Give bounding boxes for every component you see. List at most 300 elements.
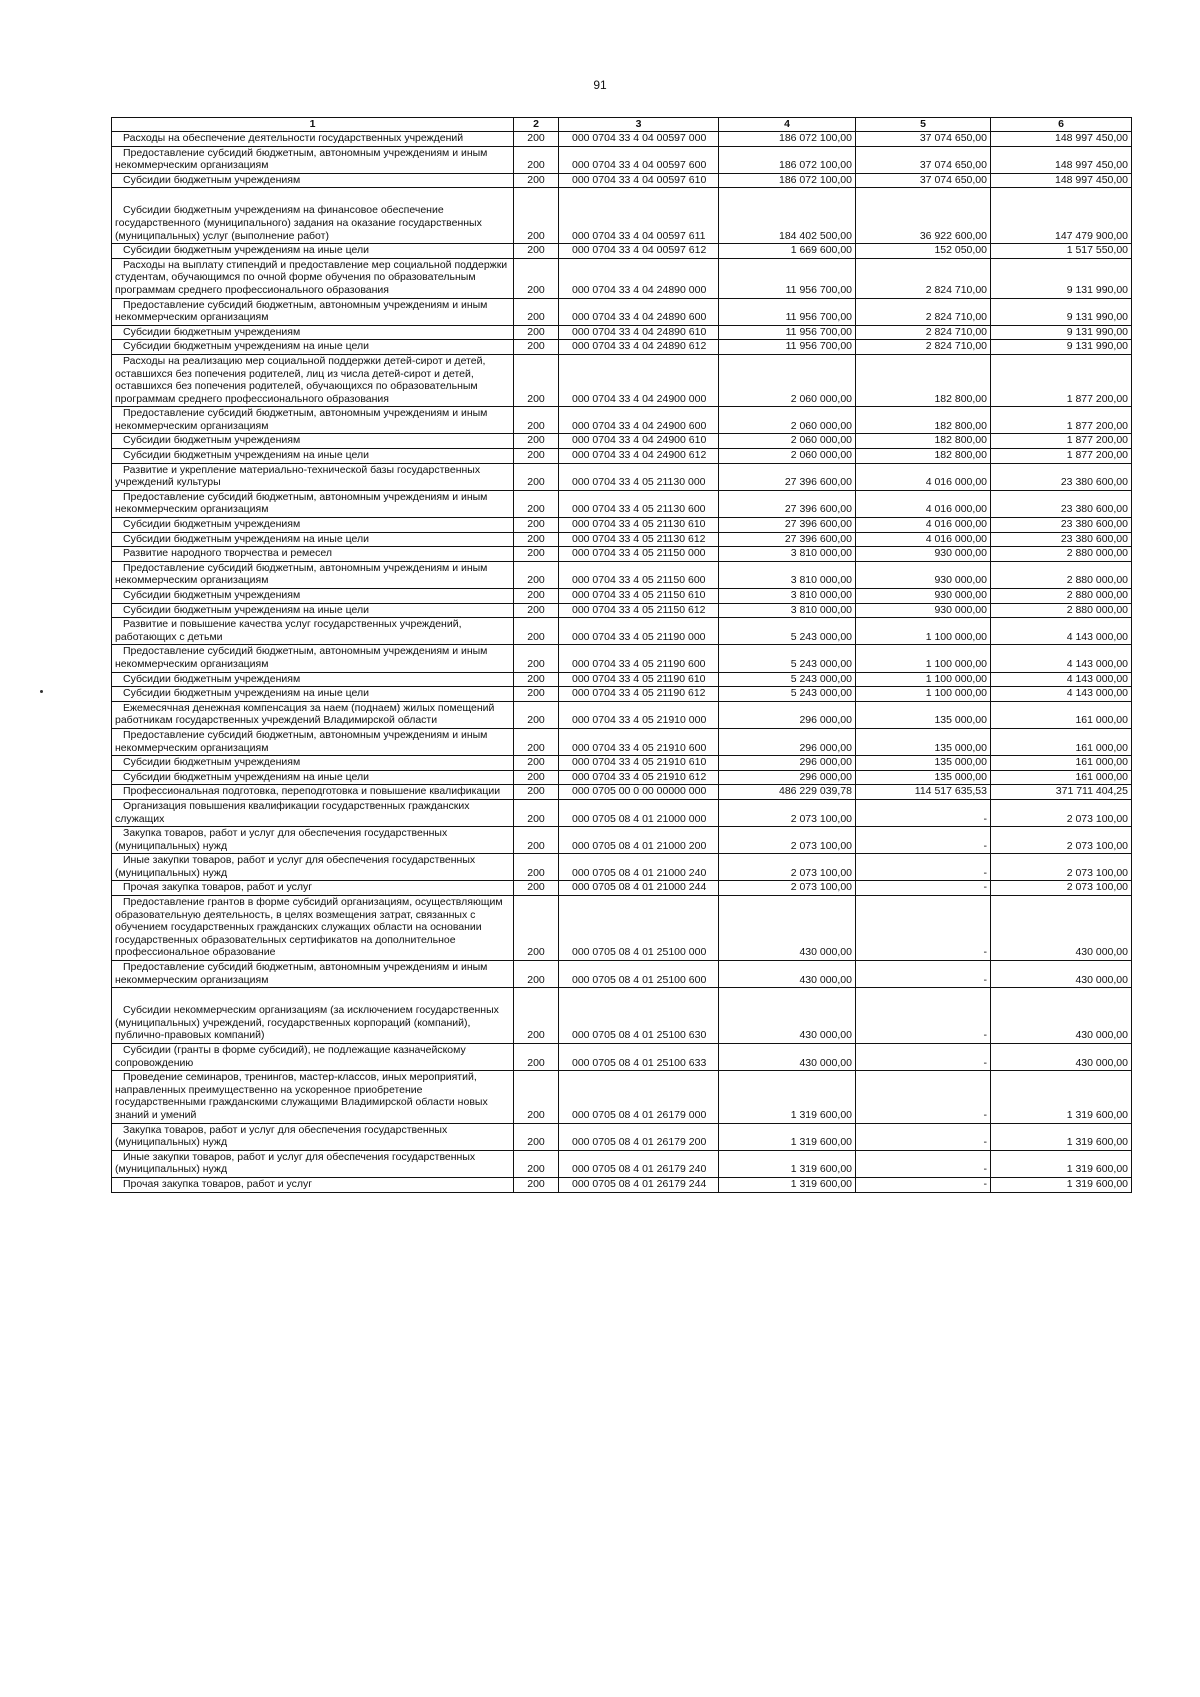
- row-admin-code: 200: [514, 463, 559, 490]
- header-col-1: 1: [112, 118, 514, 132]
- table-row: [112, 407, 1132, 434]
- row-description: Субсидии бюджетным учреждениям на иные цели: [112, 340, 514, 355]
- row-executed-amount: -: [856, 1044, 991, 1071]
- row-executed-amount: -: [856, 827, 991, 854]
- row-description: Иные закупки товаров, работ и услуг для обеспечения государственных (муниципальных) нужд: [112, 1150, 514, 1177]
- row-remaining-amount: 9 131 990,00: [991, 325, 1132, 340]
- header-col-5: 5: [856, 118, 991, 132]
- row-admin-code: 200: [514, 407, 559, 434]
- header-col-2: 2: [514, 118, 559, 132]
- row-description: Предоставление грантов в форме субсидий организациям, осуществляющим образовательную деятельность, в целях возмещения затрат, связанных с обучением государственных гражданских служащих области на основании государственных образовательных сертификатов на дополнительное профессиональное образование: [112, 896, 514, 961]
- row-approved-amount: 1 669 600,00: [719, 244, 856, 259]
- row-executed-amount: 2 824 710,00: [856, 258, 991, 298]
- row-budget-code: 000 0704 33 4 05 21910 600: [559, 728, 719, 755]
- row-admin-code: 200: [514, 434, 559, 449]
- header-row: [112, 118, 1132, 132]
- row-approved-amount: 3 810 000,00: [719, 603, 856, 618]
- table-row: [112, 799, 1132, 826]
- row-remaining-amount: 2 073 100,00: [991, 799, 1132, 826]
- row-executed-amount: 135 000,00: [856, 770, 991, 785]
- row-executed-amount: 4 016 000,00: [856, 463, 991, 490]
- row-approved-amount: 186 072 100,00: [719, 146, 856, 173]
- row-description: Расходы на реализацию мер социальной поддержки детей-сирот и детей, оставшихся без попечения родителей, лиц из числа детей-сирот и детей, оставшихся без попечения родителей, обучающихся по образовательным программам среднего профессионального образования: [112, 354, 514, 406]
- row-description: Субсидии бюджетным учреждениям: [112, 518, 514, 533]
- row-admin-code: 200: [514, 173, 559, 188]
- row-budget-code: 000 0704 33 4 04 24900 612: [559, 449, 719, 464]
- row-approved-amount: 2 060 000,00: [719, 407, 856, 434]
- row-description: Предоставление субсидий бюджетным, автономным учреждениям и иным некоммерческим организациям: [112, 645, 514, 672]
- row-remaining-amount: 4 143 000,00: [991, 672, 1132, 687]
- row-remaining-amount: 1 319 600,00: [991, 1177, 1132, 1192]
- row-budget-code: 000 0705 08 4 01 26179 200: [559, 1123, 719, 1150]
- table-row: [112, 1150, 1132, 1177]
- row-remaining-amount: 2 880 000,00: [991, 589, 1132, 604]
- row-executed-amount: 182 800,00: [856, 434, 991, 449]
- row-description: Развитие и повышение качества услуг государственных учреждений, работающих с детьми: [112, 618, 514, 645]
- row-admin-code: 200: [514, 770, 559, 785]
- row-description: Субсидии бюджетным учреждениям на иные цели: [112, 532, 514, 547]
- table-row: [112, 132, 1132, 147]
- row-approved-amount: 3 810 000,00: [719, 589, 856, 604]
- row-approved-amount: 296 000,00: [719, 756, 856, 771]
- row-description: Субсидии бюджетным учреждениям: [112, 325, 514, 340]
- row-executed-amount: -: [856, 1177, 991, 1192]
- row-remaining-amount: 161 000,00: [991, 756, 1132, 771]
- row-admin-code: 200: [514, 547, 559, 562]
- row-budget-code: 000 0704 33 4 04 00597 612: [559, 244, 719, 259]
- row-executed-amount: 930 000,00: [856, 603, 991, 618]
- row-executed-amount: -: [856, 1123, 991, 1150]
- row-admin-code: 200: [514, 518, 559, 533]
- row-approved-amount: 2 060 000,00: [719, 434, 856, 449]
- table-body: [112, 132, 1132, 1193]
- row-approved-amount: 3 810 000,00: [719, 561, 856, 588]
- row-approved-amount: 2 073 100,00: [719, 799, 856, 826]
- row-budget-code: 000 0705 08 4 01 21000 240: [559, 854, 719, 881]
- row-description: Предоставление субсидий бюджетным, автономным учреждениям и иным некоммерческим организациям: [112, 298, 514, 325]
- row-approved-amount: 2 073 100,00: [719, 854, 856, 881]
- row-approved-amount: 430 000,00: [719, 1044, 856, 1071]
- row-description: Субсидии бюджетным учреждениям: [112, 756, 514, 771]
- row-remaining-amount: 1 319 600,00: [991, 1071, 1132, 1123]
- row-description: Развитие народного творчества и ремесел: [112, 547, 514, 562]
- row-executed-amount: 4 016 000,00: [856, 532, 991, 547]
- row-remaining-amount: 23 380 600,00: [991, 532, 1132, 547]
- row-admin-code: 200: [514, 354, 559, 406]
- row-budget-code: 000 0705 08 4 01 26179 240: [559, 1150, 719, 1177]
- row-admin-code: 200: [514, 258, 559, 298]
- row-executed-amount: -: [856, 896, 991, 961]
- row-description: Предоставление субсидий бюджетным, автономным учреждениям и иным некоммерческим организациям: [112, 490, 514, 517]
- row-executed-amount: 152 050,00: [856, 244, 991, 259]
- table-row: [112, 449, 1132, 464]
- table-row: [112, 146, 1132, 173]
- row-description: Иные закупки товаров, работ и услуг для обеспечения государственных (муниципальных) нужд: [112, 854, 514, 881]
- row-budget-code: 000 0705 08 4 01 21000 200: [559, 827, 719, 854]
- row-approved-amount: 430 000,00: [719, 988, 856, 1044]
- row-executed-amount: -: [856, 988, 991, 1044]
- row-admin-code: 200: [514, 756, 559, 771]
- row-description: Субсидии бюджетным учреждениям: [112, 173, 514, 188]
- row-admin-code: 200: [514, 603, 559, 618]
- row-executed-amount: 37 074 650,00: [856, 173, 991, 188]
- row-admin-code: 200: [514, 132, 559, 147]
- row-executed-amount: 37 074 650,00: [856, 146, 991, 173]
- row-description: Предоставление субсидий бюджетным, автономным учреждениям и иным некоммерческим организациям: [112, 728, 514, 755]
- row-admin-code: 200: [514, 1071, 559, 1123]
- row-executed-amount: -: [856, 881, 991, 896]
- row-remaining-amount: 1 877 200,00: [991, 434, 1132, 449]
- row-executed-amount: 36 922 600,00: [856, 188, 991, 244]
- row-admin-code: 200: [514, 896, 559, 961]
- row-remaining-amount: 161 000,00: [991, 728, 1132, 755]
- table-row: [112, 518, 1132, 533]
- row-approved-amount: 11 956 700,00: [719, 340, 856, 355]
- row-approved-amount: 5 243 000,00: [719, 687, 856, 702]
- table-row: [112, 1071, 1132, 1123]
- table-row: [112, 770, 1132, 785]
- row-remaining-amount: 148 997 450,00: [991, 173, 1132, 188]
- row-remaining-amount: 4 143 000,00: [991, 618, 1132, 645]
- table-row: [112, 340, 1132, 355]
- row-remaining-amount: 1 877 200,00: [991, 449, 1132, 464]
- table-row: [112, 1177, 1132, 1192]
- row-budget-code: 000 0705 08 4 01 26179 000: [559, 1071, 719, 1123]
- row-admin-code: 200: [514, 1044, 559, 1071]
- row-remaining-amount: 430 000,00: [991, 988, 1132, 1044]
- row-executed-amount: 114 517 635,53: [856, 785, 991, 800]
- row-approved-amount: 186 072 100,00: [719, 173, 856, 188]
- row-remaining-amount: 9 131 990,00: [991, 340, 1132, 355]
- row-executed-amount: -: [856, 854, 991, 881]
- row-admin-code: 200: [514, 961, 559, 988]
- table-row: [112, 881, 1132, 896]
- row-description: Предоставление субсидий бюджетным, автономным учреждениям и иным некоммерческим организациям: [112, 407, 514, 434]
- row-budget-code: 000 0705 08 4 01 21000 244: [559, 881, 719, 896]
- row-admin-code: 200: [514, 672, 559, 687]
- row-approved-amount: 2 073 100,00: [719, 881, 856, 896]
- row-description: Расходы на обеспечение деятельности государственных учреждений: [112, 132, 514, 147]
- row-remaining-amount: 1 877 200,00: [991, 407, 1132, 434]
- row-budget-code: 000 0705 08 4 01 25100 633: [559, 1044, 719, 1071]
- row-description: Прочая закупка товаров, работ и услуг: [112, 1177, 514, 1192]
- row-description: Субсидии бюджетным учреждениям на иные цели: [112, 687, 514, 702]
- table-row: [112, 603, 1132, 618]
- row-budget-code: 000 0704 33 4 04 00597 000: [559, 132, 719, 147]
- row-description: Профессиональная подготовка, переподготовка и повышение квалификации: [112, 785, 514, 800]
- row-admin-code: 200: [514, 618, 559, 645]
- row-remaining-amount: 2 880 000,00: [991, 561, 1132, 588]
- row-approved-amount: 27 396 600,00: [719, 463, 856, 490]
- row-admin-code: 200: [514, 1177, 559, 1192]
- table-row: [112, 1044, 1132, 1071]
- row-approved-amount: 27 396 600,00: [719, 532, 856, 547]
- row-remaining-amount: 2 880 000,00: [991, 603, 1132, 618]
- row-description: Субсидии бюджетным учреждениям на иные цели: [112, 603, 514, 618]
- row-remaining-amount: 4 143 000,00: [991, 687, 1132, 702]
- row-approved-amount: 430 000,00: [719, 961, 856, 988]
- row-remaining-amount: 430 000,00: [991, 896, 1132, 961]
- row-remaining-amount: 161 000,00: [991, 770, 1132, 785]
- table-row: [112, 618, 1132, 645]
- row-approved-amount: 2 060 000,00: [719, 449, 856, 464]
- row-executed-amount: -: [856, 1150, 991, 1177]
- row-executed-amount: 135 000,00: [856, 756, 991, 771]
- table-row: [112, 645, 1132, 672]
- table-row: [112, 325, 1132, 340]
- row-approved-amount: 11 956 700,00: [719, 325, 856, 340]
- row-remaining-amount: 9 131 990,00: [991, 258, 1132, 298]
- row-budget-code: 000 0704 33 4 04 00597 610: [559, 173, 719, 188]
- row-budget-code: 000 0705 08 4 01 25100 630: [559, 988, 719, 1044]
- row-admin-code: 200: [514, 1150, 559, 1177]
- row-description: Предоставление субсидий бюджетным, автономным учреждениям и иным некоммерческим организациям: [112, 146, 514, 173]
- row-executed-amount: 2 824 710,00: [856, 298, 991, 325]
- table-row: [112, 561, 1132, 588]
- row-approved-amount: 3 810 000,00: [719, 547, 856, 562]
- table-row: [112, 258, 1132, 298]
- row-remaining-amount: 1 319 600,00: [991, 1123, 1132, 1150]
- row-remaining-amount: 148 997 450,00: [991, 132, 1132, 147]
- table-row: [112, 672, 1132, 687]
- table-row: [112, 463, 1132, 490]
- table-row: [112, 244, 1132, 259]
- row-budget-code: 000 0704 33 4 04 00597 600: [559, 146, 719, 173]
- row-description: Субсидии бюджетным учреждениям: [112, 672, 514, 687]
- row-approved-amount: 186 072 100,00: [719, 132, 856, 147]
- row-description: Проведение семинаров, тренингов, мастер-классов, иных мероприятий, направленных преимущественно на ускоренное приобретение государственными гражданскими служащими Владимирской области новых знаний и умений: [112, 1071, 514, 1123]
- row-budget-code: 000 0704 33 4 05 21910 612: [559, 770, 719, 785]
- row-admin-code: 200: [514, 589, 559, 604]
- row-executed-amount: 1 100 000,00: [856, 645, 991, 672]
- row-budget-code: 000 0704 33 4 05 21190 600: [559, 645, 719, 672]
- row-description: Субсидии бюджетным учреждениям на финансовое обеспечение государственного (муниципального) задания на оказание государственных (муниципальных) услуг (выполнение работ): [112, 188, 514, 244]
- row-approved-amount: 296 000,00: [719, 728, 856, 755]
- row-budget-code: 000 0704 33 4 04 00597 611: [559, 188, 719, 244]
- row-description: Предоставление субсидий бюджетным, автономным учреждениям и иным некоммерческим организациям: [112, 961, 514, 988]
- row-executed-amount: 135 000,00: [856, 701, 991, 728]
- row-budget-code: 000 0704 33 4 04 24890 610: [559, 325, 719, 340]
- row-budget-code: 000 0704 33 4 05 21150 000: [559, 547, 719, 562]
- row-remaining-amount: 2 073 100,00: [991, 881, 1132, 896]
- row-executed-amount: -: [856, 961, 991, 988]
- row-remaining-amount: 23 380 600,00: [991, 463, 1132, 490]
- row-admin-code: 200: [514, 146, 559, 173]
- row-remaining-amount: 4 143 000,00: [991, 645, 1132, 672]
- row-admin-code: 200: [514, 988, 559, 1044]
- row-approved-amount: 27 396 600,00: [719, 518, 856, 533]
- row-budget-code: 000 0705 08 4 01 25100 600: [559, 961, 719, 988]
- row-description: Субсидии бюджетным учреждениям на иные цели: [112, 244, 514, 259]
- row-executed-amount: 2 824 710,00: [856, 340, 991, 355]
- row-remaining-amount: 430 000,00: [991, 961, 1132, 988]
- row-remaining-amount: 2 073 100,00: [991, 827, 1132, 854]
- row-approved-amount: 1 319 600,00: [719, 1150, 856, 1177]
- row-remaining-amount: 1 877 200,00: [991, 354, 1132, 406]
- row-budget-code: 000 0704 33 4 05 21130 600: [559, 490, 719, 517]
- row-admin-code: 200: [514, 728, 559, 755]
- table-row: [112, 547, 1132, 562]
- row-admin-code: 200: [514, 188, 559, 244]
- table-row: [112, 896, 1132, 961]
- table-row: [112, 298, 1132, 325]
- row-description: Субсидии бюджетным учреждениям на иные цели: [112, 449, 514, 464]
- table-row: [112, 854, 1132, 881]
- row-approved-amount: 2 060 000,00: [719, 354, 856, 406]
- budget-table: [111, 117, 1132, 1193]
- table-row: [112, 1123, 1132, 1150]
- row-admin-code: 200: [514, 449, 559, 464]
- row-admin-code: 200: [514, 799, 559, 826]
- row-approved-amount: 11 956 700,00: [719, 298, 856, 325]
- row-budget-code: 000 0704 33 4 04 24900 000: [559, 354, 719, 406]
- row-remaining-amount: 9 131 990,00: [991, 298, 1132, 325]
- table-row: [112, 701, 1132, 728]
- row-remaining-amount: 23 380 600,00: [991, 518, 1132, 533]
- row-executed-amount: 182 800,00: [856, 449, 991, 464]
- row-remaining-amount: 23 380 600,00: [991, 490, 1132, 517]
- header-col-6: 6: [991, 118, 1132, 132]
- header-col-4: 4: [719, 118, 856, 132]
- row-executed-amount: 930 000,00: [856, 547, 991, 562]
- row-remaining-amount: 2 880 000,00: [991, 547, 1132, 562]
- row-approved-amount: 1 319 600,00: [719, 1123, 856, 1150]
- row-description: Закупка товаров, работ и услуг для обеспечения государственных (муниципальных) нужд: [112, 827, 514, 854]
- row-executed-amount: -: [856, 799, 991, 826]
- table-row: [112, 687, 1132, 702]
- row-approved-amount: 184 402 500,00: [719, 188, 856, 244]
- row-budget-code: 000 0705 08 4 01 25100 000: [559, 896, 719, 961]
- row-admin-code: 200: [514, 298, 559, 325]
- row-description: Расходы на выплату стипендий и предоставление мер социальной поддержки студентам, обучающимся по очной форме обучения по образовательным программам среднего профессионального образования: [112, 258, 514, 298]
- row-admin-code: 200: [514, 687, 559, 702]
- row-remaining-amount: 161 000,00: [991, 701, 1132, 728]
- table-row: [112, 532, 1132, 547]
- row-admin-code: 200: [514, 827, 559, 854]
- page-number: 91: [593, 78, 607, 92]
- row-description: Организация повышения квалификации государственных гражданских служащих: [112, 799, 514, 826]
- row-description: Предоставление субсидий бюджетным, автономным учреждениям и иным некоммерческим организациям: [112, 561, 514, 588]
- row-approved-amount: 486 229 039,78: [719, 785, 856, 800]
- row-budget-code: 000 0704 33 4 05 21130 000: [559, 463, 719, 490]
- row-description: Ежемесячная денежная компенсация за наем (поднаем) жилых помещений работникам государственных учреждений Владимирской области: [112, 701, 514, 728]
- row-budget-code: 000 0705 00 0 00 00000 000: [559, 785, 719, 800]
- budget-table-container: [111, 117, 1131, 1193]
- row-approved-amount: 27 396 600,00: [719, 490, 856, 517]
- row-budget-code: 000 0704 33 4 05 21150 612: [559, 603, 719, 618]
- row-executed-amount: 135 000,00: [856, 728, 991, 755]
- row-description: Субсидии некоммерческим организациям (за исключением государственных (муниципальных) учреждений, государственных корпораций (компаний), публично-правовых компаний): [112, 988, 514, 1044]
- row-approved-amount: 2 073 100,00: [719, 827, 856, 854]
- row-executed-amount: 4 016 000,00: [856, 490, 991, 517]
- row-admin-code: 200: [514, 490, 559, 517]
- row-executed-amount: 2 824 710,00: [856, 325, 991, 340]
- row-admin-code: 200: [514, 645, 559, 672]
- row-description: Закупка товаров, работ и услуг для обеспечения государственных (муниципальных) нужд: [112, 1123, 514, 1150]
- row-description: Субсидии бюджетным учреждениям: [112, 589, 514, 604]
- row-approved-amount: 5 243 000,00: [719, 618, 856, 645]
- row-remaining-amount: 1 319 600,00: [991, 1150, 1132, 1177]
- table-row: [112, 827, 1132, 854]
- row-approved-amount: 430 000,00: [719, 896, 856, 961]
- row-admin-code: 200: [514, 701, 559, 728]
- row-budget-code: 000 0705 08 4 01 26179 244: [559, 1177, 719, 1192]
- row-budget-code: 000 0704 33 4 05 21190 610: [559, 672, 719, 687]
- row-executed-amount: -: [856, 1071, 991, 1123]
- row-budget-code: 000 0704 33 4 05 21190 000: [559, 618, 719, 645]
- row-remaining-amount: 430 000,00: [991, 1044, 1132, 1071]
- table-row: [112, 434, 1132, 449]
- scan-speck: [40, 690, 43, 693]
- table-row: [112, 354, 1132, 406]
- row-approved-amount: 296 000,00: [719, 701, 856, 728]
- row-budget-code: 000 0704 33 4 05 21150 610: [559, 589, 719, 604]
- row-approved-amount: 11 956 700,00: [719, 258, 856, 298]
- row-budget-code: 000 0704 33 4 05 21130 612: [559, 532, 719, 547]
- row-remaining-amount: 147 479 900,00: [991, 188, 1132, 244]
- row-executed-amount: 182 800,00: [856, 354, 991, 406]
- row-executed-amount: 1 100 000,00: [856, 672, 991, 687]
- table-row: [112, 490, 1132, 517]
- row-approved-amount: 1 319 600,00: [719, 1177, 856, 1192]
- row-budget-code: 000 0705 08 4 01 21000 000: [559, 799, 719, 826]
- row-admin-code: 200: [514, 244, 559, 259]
- row-executed-amount: 930 000,00: [856, 561, 991, 588]
- row-admin-code: 200: [514, 785, 559, 800]
- table-row: [112, 173, 1132, 188]
- row-budget-code: 000 0704 33 4 05 21910 000: [559, 701, 719, 728]
- row-approved-amount: 296 000,00: [719, 770, 856, 785]
- row-admin-code: 200: [514, 532, 559, 547]
- row-description: Субсидии (гранты в форме субсидий), не подлежащие казначейскому сопровождению: [112, 1044, 514, 1071]
- table-row: [112, 961, 1132, 988]
- row-admin-code: 200: [514, 340, 559, 355]
- row-approved-amount: 1 319 600,00: [719, 1071, 856, 1123]
- row-executed-amount: 4 016 000,00: [856, 518, 991, 533]
- row-budget-code: 000 0704 33 4 04 24890 612: [559, 340, 719, 355]
- row-admin-code: 200: [514, 854, 559, 881]
- row-admin-code: 200: [514, 1123, 559, 1150]
- row-executed-amount: 930 000,00: [856, 589, 991, 604]
- row-budget-code: 000 0704 33 4 04 24890 000: [559, 258, 719, 298]
- table-row: [112, 589, 1132, 604]
- row-executed-amount: 182 800,00: [856, 407, 991, 434]
- row-budget-code: 000 0704 33 4 05 21130 610: [559, 518, 719, 533]
- table-row: [112, 988, 1132, 1044]
- table-row: [112, 756, 1132, 771]
- row-admin-code: 200: [514, 325, 559, 340]
- row-executed-amount: 37 074 650,00: [856, 132, 991, 147]
- row-budget-code: 000 0704 33 4 05 21150 600: [559, 561, 719, 588]
- row-budget-code: 000 0704 33 4 05 21910 610: [559, 756, 719, 771]
- row-executed-amount: 1 100 000,00: [856, 618, 991, 645]
- row-remaining-amount: 371 711 404,25: [991, 785, 1132, 800]
- row-executed-amount: 1 100 000,00: [856, 687, 991, 702]
- row-admin-code: 200: [514, 561, 559, 588]
- row-budget-code: 000 0704 33 4 05 21190 612: [559, 687, 719, 702]
- row-remaining-amount: 2 073 100,00: [991, 854, 1132, 881]
- row-budget-code: 000 0704 33 4 04 24900 610: [559, 434, 719, 449]
- row-description: Субсидии бюджетным учреждениям на иные цели: [112, 770, 514, 785]
- table-row: [112, 728, 1132, 755]
- row-remaining-amount: 1 517 550,00: [991, 244, 1132, 259]
- row-description: Субсидии бюджетным учреждениям: [112, 434, 514, 449]
- row-budget-code: 000 0704 33 4 04 24900 600: [559, 407, 719, 434]
- row-approved-amount: 5 243 000,00: [719, 645, 856, 672]
- header-col-3: 3: [559, 118, 719, 132]
- table-row: [112, 785, 1132, 800]
- row-admin-code: 200: [514, 881, 559, 896]
